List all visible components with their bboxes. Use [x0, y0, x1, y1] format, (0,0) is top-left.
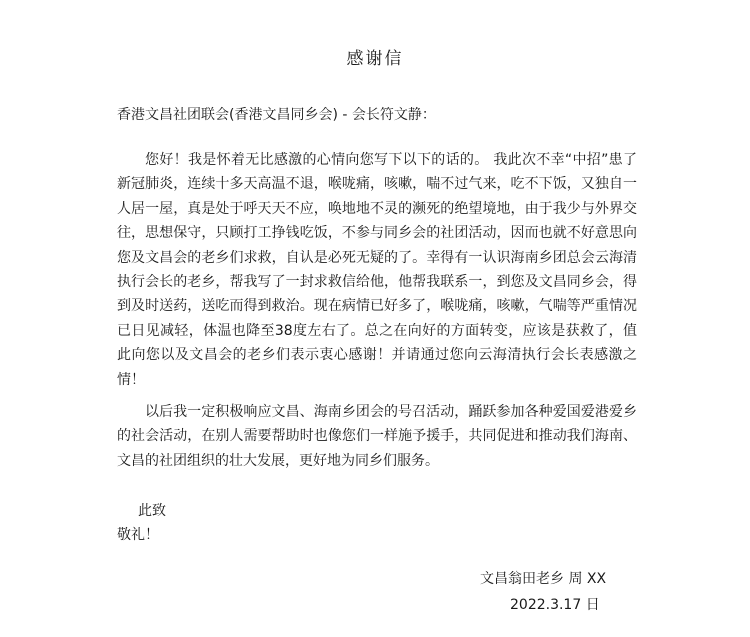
letter-date: 2022.3.17 日 [510, 597, 600, 613]
letter-title: 感谢信 [346, 49, 404, 69]
body-paragraph-1: 您好！我是怀着无比感激的心情向您写下以下的话的。 我此次不幸“中招”患了新冠肺炎，连续十多天高温不退，喉咙痛，咳嗽，喘不过气来，吃不下饭，又独自一人居一屋，真是处于呼天天不应，唤地地不灵的濒死的绝望境地，由于我少与外界交往，思想保守，只顾打工挣钱吃饭，不参与同乡会的社团活动，因而也就不好意思向您及文昌会的老乡们求救，自认是必死无疑的了。幸得有一认识海南乡团总会云海清执行会长的老乡，帮我写了一封求救信给他，他帮我联系一，到您及文昌同乡会，得到及时送药，送吃而得到救治。现在病情已好多了，喉咙痛，咳嗽，气喘等严重情况已日见减轻，体温也降至38度左右了。总之在向好的方面转变，应该是获救了，值此向您以及文昌会的老乡们表示衷心感谢！并请通过您向云海清执行会长表感激之情！ [117, 152, 637, 388]
closing-greeting: 此致 [138, 503, 166, 519]
body-paragraph-2: 以后我一定积极响应文昌、海南乡团会的号召活动，踊跃参加各种爱国爱港爱乡的社会活动，在别人需要帮助时也像您们一样施予援手，共同促进和推动我们海南、文昌的社团组织的壮大发展，更好地为同乡们服务。 [117, 404, 637, 469]
closing-salute: 敬礼！ [117, 527, 159, 543]
salutation: 香港文昌社团联会(香港文昌同乡会) - 会长符文静： [117, 107, 436, 123]
signature: 文昌翁田老乡 周 XX [480, 571, 607, 587]
